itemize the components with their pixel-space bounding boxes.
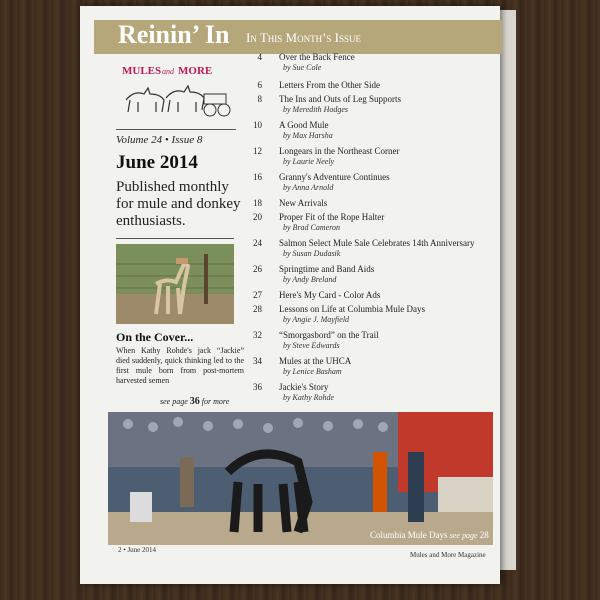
issue-month: June 2014 (116, 152, 198, 173)
toc-title: Lessons on Life at Columbia Mule Days (279, 304, 425, 314)
toc-title: Proper Fit of the Rope Halter (279, 212, 385, 222)
toc-title: A Good Mule (279, 120, 329, 130)
toc-page-number: 24 (253, 238, 262, 248)
toc-title: Over the Back Fence (279, 52, 355, 62)
toc-title: Springtime and Band Aids (279, 264, 375, 274)
toc-author: by Steve Edwards (283, 341, 340, 350)
see-page-suffix: for more (201, 397, 230, 406)
toc-page-number: 18 (253, 198, 262, 208)
toc-author: by Lenice Basham (283, 367, 342, 376)
foal-photo (116, 244, 234, 324)
toc-page-number: 6 (257, 80, 262, 90)
caption-page: 28 (479, 530, 489, 540)
toc-author: by Angie J. Mayfield (283, 315, 350, 324)
see-page-number: 36 (189, 396, 200, 407)
tagline: Published monthly for mule and donkey enthusiasts. (116, 179, 241, 229)
toc-author: by Kathy Rohde (283, 393, 335, 402)
svg-text:and: and (162, 67, 174, 76)
toc-page-number: 34 (253, 356, 262, 366)
toc-author: by Andy Breland (283, 275, 337, 284)
toc-title: Mules at the UHCA (279, 356, 352, 366)
toc-page-number: 36 (253, 382, 262, 392)
volume-issue: Volume 24 • Issue 8 (116, 134, 203, 146)
page-footer-right: Mules and More Magazine (410, 551, 486, 559)
svg-text:MULES: MULES (122, 65, 162, 77)
toc-page-number: 8 (257, 94, 262, 104)
toc-title: Jackie's Story (279, 382, 329, 392)
toc-author: by Anna Arnold (283, 183, 334, 192)
see-page-prefix: see page (160, 397, 188, 406)
page-footer-left: 2 • June 2014 (118, 546, 157, 554)
toc-title: Granny's Adventure Continues (279, 172, 390, 182)
toc-page-number: 28 (253, 304, 262, 314)
masthead-rule (116, 129, 236, 130)
toc-title: Letters From the Other Side (279, 80, 380, 90)
cover-text: When Kathy Rohde's jack “Jackie” died suddenly, quick thinking led to the first mule born from post-mortem harvested semen (116, 346, 244, 385)
caption-see: see page (449, 531, 478, 540)
cover-see-page (160, 396, 229, 407)
next-page-edge (500, 10, 516, 570)
tagline-rule (116, 238, 234, 239)
toc-page-number: 16 (253, 172, 262, 182)
toc-page-number: 4 (257, 52, 262, 62)
toc-page-number: 27 (253, 290, 262, 300)
caption-text: Columbia Mule Days (370, 530, 448, 540)
photo-caption (370, 530, 489, 540)
toc-title: “Smorgasbord” on the Trail (279, 330, 379, 340)
toc-page-number: 10 (253, 120, 262, 130)
toc-title: The Ins and Outs of Leg Supports (279, 94, 401, 104)
svg-text:MORE: MORE (178, 65, 213, 77)
mules-and-more-logo (116, 60, 236, 120)
toc-page-number: 20 (253, 212, 262, 222)
toc-page-number: 26 (253, 264, 262, 274)
section-title: Reinin’ In (118, 20, 230, 49)
section-subtitle: In This Month’s Issue (246, 30, 362, 45)
toc-author: by Sue Cole (283, 63, 322, 72)
toc-author: by Meredith Hodges (283, 105, 349, 114)
toc-title: Longears in the Northeast Corner (279, 146, 400, 156)
toc-page-number: 32 (253, 330, 262, 340)
toc-author: by Laurie Neely (283, 157, 335, 166)
toc-author: by Brad Cameron (283, 223, 341, 232)
toc-page-number: 12 (253, 146, 262, 156)
columbia-mule-days-photo (108, 412, 493, 545)
toc-title: Here's My Card - Color Ads (279, 290, 381, 300)
toc-title: New Arrivals (279, 198, 328, 208)
cover-heading: On the Cover... (116, 330, 194, 344)
toc-author: by Max Harsha (283, 131, 333, 140)
toc-title: Salmon Select Mule Sale Celebrates 14th Anniversary (279, 238, 475, 248)
toc-author: by Susan Dudasik (283, 249, 341, 258)
